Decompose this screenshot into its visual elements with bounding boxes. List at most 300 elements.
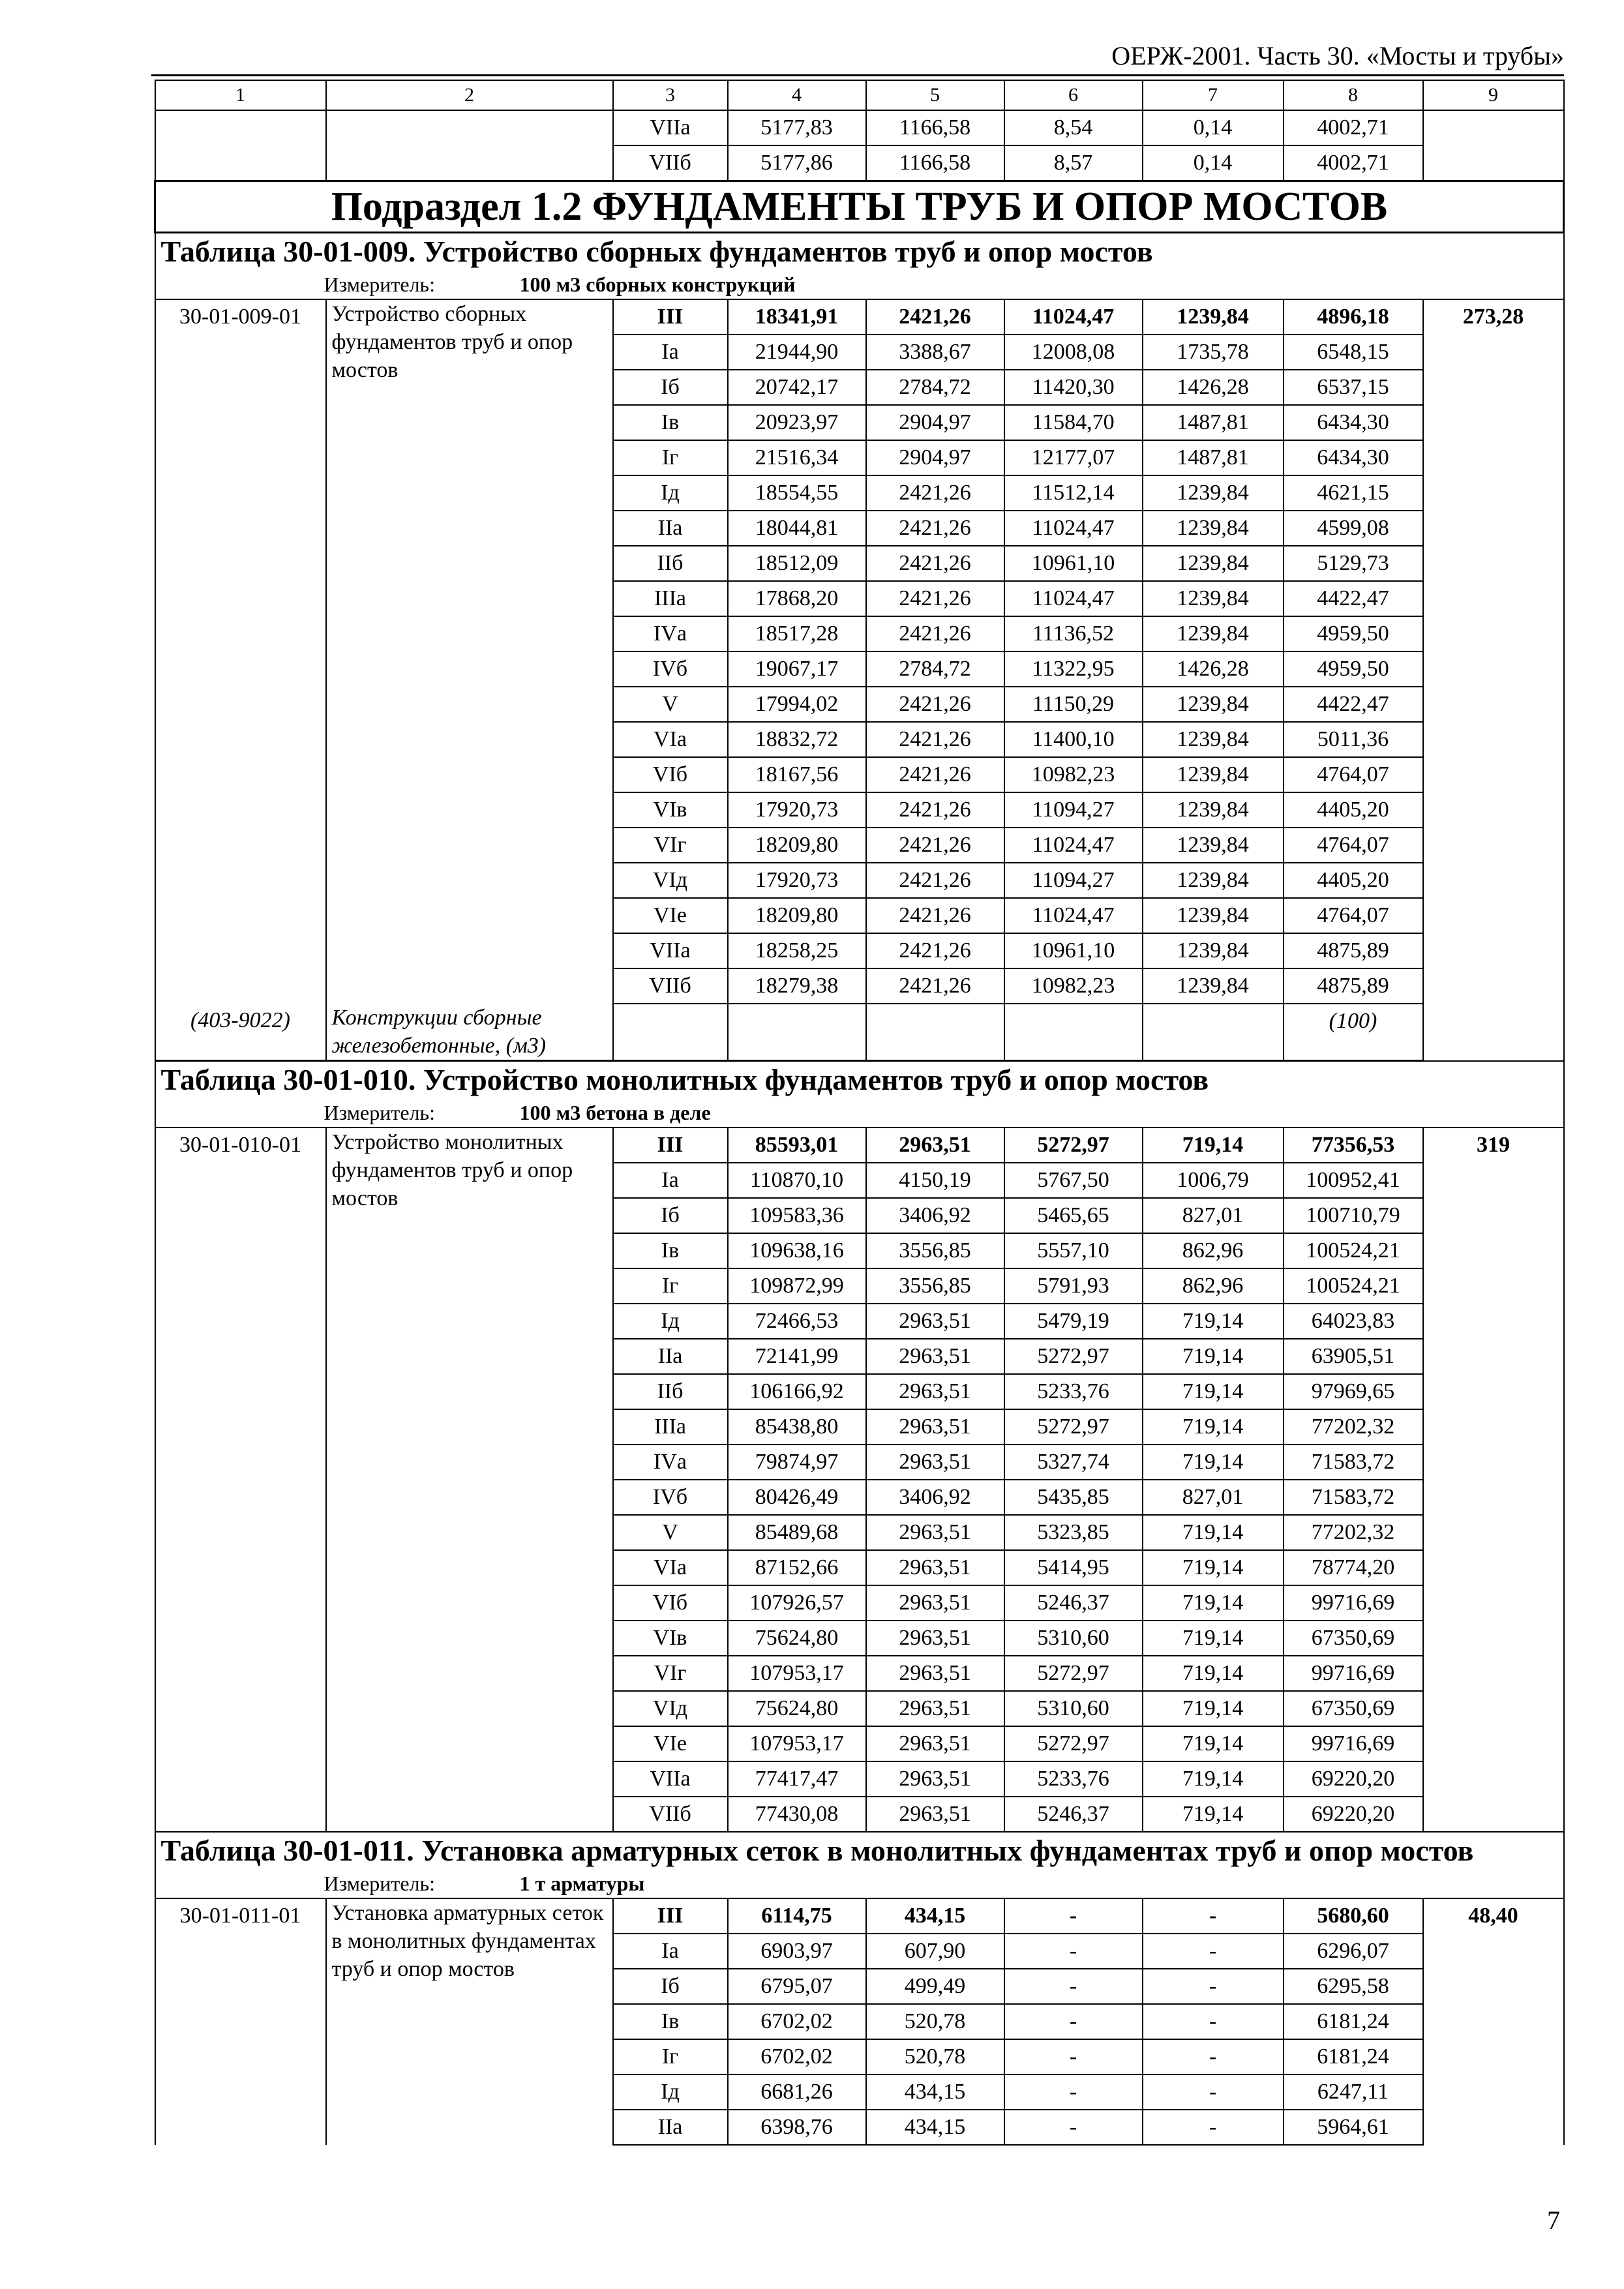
value-cell: Iв xyxy=(613,2004,728,2039)
value-cell: 2963,51 xyxy=(866,1550,1004,1585)
value-cell: 5233,76 xyxy=(1004,1374,1143,1409)
value-cell: 8,54 xyxy=(1004,110,1143,145)
value-cell: 2963,51 xyxy=(866,1515,1004,1550)
value-cell: 4764,07 xyxy=(1284,898,1423,933)
value-cell: 2963,51 xyxy=(866,1761,1004,1797)
value-cell: 2421,26 xyxy=(866,828,1004,863)
value-cell: 11024,47 xyxy=(1004,898,1143,933)
value-cell: 5233,76 xyxy=(1004,1761,1143,1797)
value-cell: - xyxy=(1004,1898,1143,1934)
value-cell: 18279,38 xyxy=(728,968,866,1004)
value-cell: 2963,51 xyxy=(866,1726,1004,1761)
value-cell: VIIб xyxy=(613,1797,728,1832)
value-cell: 85593,01 xyxy=(728,1128,866,1163)
code-cell: 30-01-010-01 xyxy=(155,1128,326,1832)
value-cell: - xyxy=(1004,2039,1143,2074)
value-cell: 106166,92 xyxy=(728,1374,866,1409)
value-cell: 17868,20 xyxy=(728,581,866,616)
resource-value: (100) xyxy=(1284,1004,1423,1061)
rates-table-body xyxy=(155,80,1564,2145)
value-cell: 434,15 xyxy=(866,1898,1004,1934)
value-cell: 10982,23 xyxy=(1004,968,1143,1004)
value-cell: 2421,26 xyxy=(866,933,1004,968)
value-cell: 4875,89 xyxy=(1284,968,1423,1004)
value-cell: 2963,51 xyxy=(866,1621,1004,1656)
column-number-row xyxy=(155,80,1564,110)
value-cell: 1239,84 xyxy=(1143,687,1284,722)
value-cell: 18167,56 xyxy=(728,757,866,792)
value-cell: 2963,51 xyxy=(866,1656,1004,1691)
table-title: Таблица 30-01-011. Установка арматурных сеток в монолитных фундаментах труб и опор мостов xyxy=(155,1832,1564,1869)
value-cell: 77356,53 xyxy=(1284,1128,1423,1163)
value-cell: VIIа xyxy=(613,110,728,145)
value-cell: 2421,26 xyxy=(866,581,1004,616)
value-cell: 18341,91 xyxy=(728,299,866,335)
value-cell: 862,96 xyxy=(1143,1233,1284,1268)
value-cell: 100710,79 xyxy=(1284,1198,1423,1233)
value-cell: IIа xyxy=(613,2110,728,2145)
value-cell: 110870,10 xyxy=(728,1163,866,1198)
value-cell: 18258,25 xyxy=(728,933,866,968)
value-cell: 11094,27 xyxy=(1004,863,1143,898)
value-cell: 719,14 xyxy=(1143,1585,1284,1621)
value-cell: 1239,84 xyxy=(1143,968,1284,1004)
value-cell: 18554,55 xyxy=(728,475,866,511)
value-cell: 5767,50 xyxy=(1004,1163,1143,1198)
value-cell: 1239,84 xyxy=(1143,475,1284,511)
empty-cell xyxy=(1143,1004,1284,1061)
meter-value: 1 т арматуры xyxy=(519,1872,645,1895)
value-cell: - xyxy=(1143,1969,1284,2004)
value-cell: V xyxy=(613,687,728,722)
value-cell: 77202,32 xyxy=(1284,1515,1423,1550)
value-cell: 719,14 xyxy=(1143,1515,1284,1550)
value-cell: 2421,26 xyxy=(866,863,1004,898)
meter-value: 100 м3 бетона в деле xyxy=(519,1101,711,1124)
value-cell: 109638,16 xyxy=(728,1233,866,1268)
value-cell: VIа xyxy=(613,722,728,757)
value-cell: 1487,81 xyxy=(1143,405,1284,440)
table-title-row xyxy=(155,1832,1564,1869)
value-cell: 6903,97 xyxy=(728,1934,866,1969)
value-cell: 2421,26 xyxy=(866,546,1004,581)
value-cell: 1239,84 xyxy=(1143,511,1284,546)
value-cell: 17920,73 xyxy=(728,863,866,898)
value-cell: 77417,47 xyxy=(728,1761,866,1797)
value-cell: 5964,61 xyxy=(1284,2110,1423,2145)
value-cell: 17994,02 xyxy=(728,687,866,722)
col9-cell xyxy=(1423,110,1564,145)
value-cell: - xyxy=(1004,1969,1143,2004)
value-cell: VIв xyxy=(613,1621,728,1656)
value-cell: 2963,51 xyxy=(866,1585,1004,1621)
value-cell: 67350,69 xyxy=(1284,1691,1423,1726)
value-cell: - xyxy=(1143,2110,1284,2145)
value-cell: VIIб xyxy=(613,145,728,181)
value-cell: Iа xyxy=(613,1163,728,1198)
value-cell: Iа xyxy=(613,335,728,370)
meter-label: Измеритель: xyxy=(323,1872,436,1895)
value-cell: 6537,15 xyxy=(1284,370,1423,405)
value-cell: 6398,76 xyxy=(728,2110,866,2145)
value-cell: 1239,84 xyxy=(1143,581,1284,616)
value-cell: 11024,47 xyxy=(1004,299,1143,335)
value-cell: 1239,84 xyxy=(1143,863,1284,898)
value-cell: 1426,28 xyxy=(1143,370,1284,405)
description-cell xyxy=(326,145,613,181)
value-cell: VIб xyxy=(613,757,728,792)
value-cell: 2963,51 xyxy=(866,1409,1004,1444)
value-cell: 6795,07 xyxy=(728,1969,866,2004)
column-number: 9 xyxy=(1423,80,1564,110)
value-cell: 2963,51 xyxy=(866,1444,1004,1480)
value-cell: Iб xyxy=(613,1969,728,2004)
value-cell: VIе xyxy=(613,898,728,933)
value-cell: 2904,97 xyxy=(866,405,1004,440)
value-cell: 63905,51 xyxy=(1284,1339,1423,1374)
value-cell: 5557,10 xyxy=(1004,1233,1143,1268)
value-cell: 11322,95 xyxy=(1004,651,1143,687)
value-cell: 78774,20 xyxy=(1284,1550,1423,1585)
value-cell: 10961,10 xyxy=(1004,546,1143,581)
value-cell: 1239,84 xyxy=(1143,546,1284,581)
value-cell: - xyxy=(1004,1934,1143,1969)
column-number: 5 xyxy=(866,80,1004,110)
value-cell: 99716,69 xyxy=(1284,1726,1423,1761)
description-cell xyxy=(326,110,613,145)
column-number: 6 xyxy=(1004,80,1143,110)
value-cell: 8,57 xyxy=(1004,145,1143,181)
value-cell: 77430,08 xyxy=(728,1797,866,1832)
value-cell: 11584,70 xyxy=(1004,405,1143,440)
value-cell: 2421,26 xyxy=(866,898,1004,933)
value-cell: 11136,52 xyxy=(1004,616,1143,651)
empty-cell xyxy=(613,1004,728,1061)
value-cell: 3556,85 xyxy=(866,1268,1004,1304)
value-cell: 5246,37 xyxy=(1004,1797,1143,1832)
table-title-row xyxy=(155,1061,1564,1099)
value-cell: 6702,02 xyxy=(728,2039,866,2074)
value-cell: - xyxy=(1143,2004,1284,2039)
value-cell: 6181,24 xyxy=(1284,2004,1423,2039)
value-cell: 97969,65 xyxy=(1284,1374,1423,1409)
value-cell: Iб xyxy=(613,370,728,405)
value-cell: 719,14 xyxy=(1143,1550,1284,1585)
value-cell: 4405,20 xyxy=(1284,792,1423,828)
value-cell: 72466,53 xyxy=(728,1304,866,1339)
value-cell: 87152,66 xyxy=(728,1550,866,1585)
value-cell: 5680,60 xyxy=(1284,1898,1423,1934)
description-cell: Устройство сборных фундаментов труб и опор мостов xyxy=(326,299,613,1004)
value-cell: 827,01 xyxy=(1143,1198,1284,1233)
value-cell: 64023,83 xyxy=(1284,1304,1423,1339)
value-cell: 4959,50 xyxy=(1284,616,1423,651)
value-cell: 2421,26 xyxy=(866,687,1004,722)
value-cell: 17920,73 xyxy=(728,792,866,828)
value-cell: 719,14 xyxy=(1143,1339,1284,1374)
value-cell: 6295,58 xyxy=(1284,1969,1423,2004)
value-cell: 6114,75 xyxy=(728,1898,866,1934)
value-cell: 11094,27 xyxy=(1004,792,1143,828)
value-cell: 85489,68 xyxy=(728,1515,866,1550)
value-cell: 75624,80 xyxy=(728,1621,866,1656)
value-cell: Iд xyxy=(613,2074,728,2110)
code-cell xyxy=(155,145,326,181)
value-cell: III xyxy=(613,299,728,335)
value-cell: 4422,47 xyxy=(1284,687,1423,722)
column-number: 7 xyxy=(1143,80,1284,110)
value-cell: 2421,26 xyxy=(866,511,1004,546)
value-cell: 3406,92 xyxy=(866,1480,1004,1515)
value-cell: IVа xyxy=(613,1444,728,1480)
value-cell: 18209,80 xyxy=(728,828,866,863)
value-cell: 5465,65 xyxy=(1004,1198,1143,1233)
value-cell: 4405,20 xyxy=(1284,863,1423,898)
value-cell: 11420,30 xyxy=(1004,370,1143,405)
value-cell: 18044,81 xyxy=(728,511,866,546)
code-cell: 30-01-011-01 xyxy=(155,1898,326,2145)
value-cell: VIа xyxy=(613,1550,728,1585)
value-cell: 4764,07 xyxy=(1284,828,1423,863)
header-rule xyxy=(151,74,1564,76)
value-cell: 99716,69 xyxy=(1284,1656,1423,1691)
value-cell: 2421,26 xyxy=(866,792,1004,828)
value-cell: 12177,07 xyxy=(1004,440,1143,475)
value-cell: 5011,36 xyxy=(1284,722,1423,757)
value-cell: 4896,18 xyxy=(1284,299,1423,335)
value-cell: 3556,85 xyxy=(866,1233,1004,1268)
value-cell: 5327,74 xyxy=(1004,1444,1143,1480)
value-cell: 100524,21 xyxy=(1284,1233,1423,1268)
meter-value: 100 м3 сборных конструкций xyxy=(519,273,796,296)
col9-cell xyxy=(1423,145,1564,181)
value-cell: IVб xyxy=(613,651,728,687)
value-cell: 4422,47 xyxy=(1284,581,1423,616)
value-cell: - xyxy=(1004,2004,1143,2039)
value-cell: 1166,58 xyxy=(866,110,1004,145)
value-cell: 5177,86 xyxy=(728,145,866,181)
value-cell: 5791,93 xyxy=(1004,1268,1143,1304)
value-cell: 5129,73 xyxy=(1284,546,1423,581)
value-cell: Iд xyxy=(613,1304,728,1339)
value-cell: IVа xyxy=(613,616,728,651)
value-cell: 719,14 xyxy=(1143,1621,1284,1656)
value-cell: 100524,21 xyxy=(1284,1268,1423,1304)
value-cell: 2963,51 xyxy=(866,1128,1004,1163)
value-cell: 79874,97 xyxy=(728,1444,866,1480)
value-cell: 99716,69 xyxy=(1284,1585,1423,1621)
value-cell: Iд xyxy=(613,475,728,511)
value-cell: IIIа xyxy=(613,1409,728,1444)
value-cell: 5310,60 xyxy=(1004,1691,1143,1726)
empty-cell xyxy=(728,1004,866,1061)
value-cell: 71583,72 xyxy=(1284,1480,1423,1515)
value-cell: 862,96 xyxy=(1143,1268,1284,1304)
value-cell: 18517,28 xyxy=(728,616,866,651)
value-cell: 719,14 xyxy=(1143,1761,1284,1797)
value-cell: 77202,32 xyxy=(1284,1409,1423,1444)
value-cell: 69220,20 xyxy=(1284,1761,1423,1797)
value-cell: 5310,60 xyxy=(1004,1621,1143,1656)
value-cell: 2421,26 xyxy=(866,616,1004,651)
value-cell: 1239,84 xyxy=(1143,299,1284,335)
value-cell: 1239,84 xyxy=(1143,828,1284,863)
value-cell: 6247,11 xyxy=(1284,2074,1423,2110)
value-cell: 10982,23 xyxy=(1004,757,1143,792)
value-cell: 80426,49 xyxy=(728,1480,866,1515)
value-cell: 107953,17 xyxy=(728,1656,866,1691)
value-cell: 2421,26 xyxy=(866,722,1004,757)
value-cell: 4002,71 xyxy=(1284,110,1423,145)
value-cell: 4621,15 xyxy=(1284,475,1423,511)
value-cell: 21516,34 xyxy=(728,440,866,475)
value-cell: 5414,95 xyxy=(1004,1550,1143,1585)
value-cell: 719,14 xyxy=(1143,1374,1284,1409)
value-cell: 1239,84 xyxy=(1143,792,1284,828)
meter-label: Измеритель: xyxy=(323,273,436,296)
value-cell: Iг xyxy=(613,440,728,475)
value-cell: 1426,28 xyxy=(1143,651,1284,687)
value-cell: 18832,72 xyxy=(728,722,866,757)
value-cell: 67350,69 xyxy=(1284,1621,1423,1656)
value-cell: 2784,72 xyxy=(866,370,1004,405)
value-cell: 1735,78 xyxy=(1143,335,1284,370)
empty-cell xyxy=(866,1004,1004,1061)
value-cell: 4764,07 xyxy=(1284,757,1423,792)
value-cell: 11024,47 xyxy=(1004,581,1143,616)
value-cell: 6181,24 xyxy=(1284,2039,1423,2074)
value-cell: - xyxy=(1143,1934,1284,1969)
value-cell: 4002,71 xyxy=(1284,145,1423,181)
table-row xyxy=(155,1898,1564,1934)
value-cell: 1239,84 xyxy=(1143,616,1284,651)
value-cell: 6681,26 xyxy=(728,2074,866,2110)
column-number: 8 xyxy=(1284,80,1423,110)
value-cell: 5177,83 xyxy=(728,110,866,145)
value-cell: IIб xyxy=(613,546,728,581)
rates-table xyxy=(154,80,1565,2146)
value-cell: 2421,26 xyxy=(866,475,1004,511)
value-cell: 20742,17 xyxy=(728,370,866,405)
value-cell: 2963,51 xyxy=(866,1374,1004,1409)
value-cell: 5272,97 xyxy=(1004,1656,1143,1691)
value-cell: - xyxy=(1004,2074,1143,2110)
value-cell: 6434,30 xyxy=(1284,405,1423,440)
value-cell: VIе xyxy=(613,1726,728,1761)
value-cell: VIIа xyxy=(613,1761,728,1797)
value-cell: VIв xyxy=(613,792,728,828)
column-number: 2 xyxy=(326,80,613,110)
col9-cell: 48,40 xyxy=(1423,1898,1564,2145)
value-cell: IIа xyxy=(613,511,728,546)
value-cell: 1239,84 xyxy=(1143,757,1284,792)
value-cell: 100952,41 xyxy=(1284,1163,1423,1198)
value-cell: 4875,89 xyxy=(1284,933,1423,968)
value-cell: 72141,99 xyxy=(728,1339,866,1374)
section-title: Подраздел 1.2 ФУНДАМЕНТЫ ТРУБ И ОПОР МОСТОВ xyxy=(155,181,1564,233)
value-cell: VIг xyxy=(613,828,728,863)
meter-cell xyxy=(155,270,1564,299)
value-cell: 2421,26 xyxy=(866,757,1004,792)
table-row xyxy=(155,1128,1564,1163)
value-cell: 719,14 xyxy=(1143,1444,1284,1480)
value-cell: 19067,17 xyxy=(728,651,866,687)
value-cell: 75624,80 xyxy=(728,1691,866,1726)
col9-cell: 319 xyxy=(1423,1128,1564,1832)
table-title: Таблица 30-01-010. Устройство монолитных фундаментов труб и опор мостов xyxy=(155,1061,1564,1099)
table-title: Таблица 30-01-009. Устройство сборных фундаментов труб и опор мостов xyxy=(155,233,1564,271)
value-cell: 10961,10 xyxy=(1004,933,1143,968)
value-cell: 719,14 xyxy=(1143,1656,1284,1691)
value-cell: Iв xyxy=(613,405,728,440)
value-cell: 107926,57 xyxy=(728,1585,866,1621)
resource-description: Конструкции сборные железобетонные, (м3) xyxy=(326,1004,613,1061)
value-cell: IIа xyxy=(613,1339,728,1374)
resource-row xyxy=(155,1004,1564,1061)
value-cell: 1487,81 xyxy=(1143,440,1284,475)
value-cell: 6296,07 xyxy=(1284,1934,1423,1969)
value-cell: VIд xyxy=(613,863,728,898)
value-cell: 719,14 xyxy=(1143,1304,1284,1339)
value-cell: III xyxy=(613,1128,728,1163)
value-cell: 1239,84 xyxy=(1143,722,1284,757)
table-row xyxy=(155,110,1564,145)
value-cell: 719,14 xyxy=(1143,1726,1284,1761)
value-cell: 3388,67 xyxy=(866,335,1004,370)
col9-cell: 273,28 xyxy=(1423,299,1564,1061)
value-cell: IIб xyxy=(613,1374,728,1409)
value-cell: 69220,20 xyxy=(1284,1797,1423,1832)
value-cell: III xyxy=(613,1898,728,1934)
value-cell: 109583,36 xyxy=(728,1198,866,1233)
value-cell: Iб xyxy=(613,1198,728,1233)
value-cell: 719,14 xyxy=(1143,1128,1284,1163)
meter-cell xyxy=(155,1098,1564,1128)
page-header: ОЕРЖ-2001. Часть 30. «Мосты и трубы» xyxy=(1111,41,1564,70)
value-cell: 11024,47 xyxy=(1004,511,1143,546)
value-cell: 5479,19 xyxy=(1004,1304,1143,1339)
value-cell: 434,15 xyxy=(866,2074,1004,2110)
value-cell: 85438,80 xyxy=(728,1409,866,1444)
value-cell: 18209,80 xyxy=(728,898,866,933)
value-cell: 71583,72 xyxy=(1284,1444,1423,1480)
meter-row xyxy=(155,1869,1564,1898)
section-title-row xyxy=(155,181,1564,233)
value-cell: Iг xyxy=(613,2039,728,2074)
value-cell: VIIб xyxy=(613,968,728,1004)
value-cell: 5272,97 xyxy=(1004,1409,1143,1444)
value-cell: 2963,51 xyxy=(866,1797,1004,1832)
value-cell: 5272,97 xyxy=(1004,1128,1143,1163)
value-cell: 719,14 xyxy=(1143,1409,1284,1444)
value-cell: 499,49 xyxy=(866,1969,1004,2004)
value-cell: 21944,90 xyxy=(728,335,866,370)
value-cell: 11400,10 xyxy=(1004,722,1143,757)
code-cell xyxy=(155,110,326,145)
value-cell: 109872,99 xyxy=(728,1268,866,1304)
value-cell: 11024,47 xyxy=(1004,828,1143,863)
value-cell: VIб xyxy=(613,1585,728,1621)
value-cell: 6702,02 xyxy=(728,2004,866,2039)
value-cell: - xyxy=(1143,1898,1284,1934)
value-cell: - xyxy=(1143,2074,1284,2110)
value-cell: VIIа xyxy=(613,933,728,968)
value-cell: 520,78 xyxy=(866,2004,1004,2039)
column-number: 4 xyxy=(728,80,866,110)
value-cell: 719,14 xyxy=(1143,1797,1284,1832)
value-cell: 434,15 xyxy=(866,2110,1004,2145)
resource-code: (403-9022) xyxy=(155,1004,326,1061)
